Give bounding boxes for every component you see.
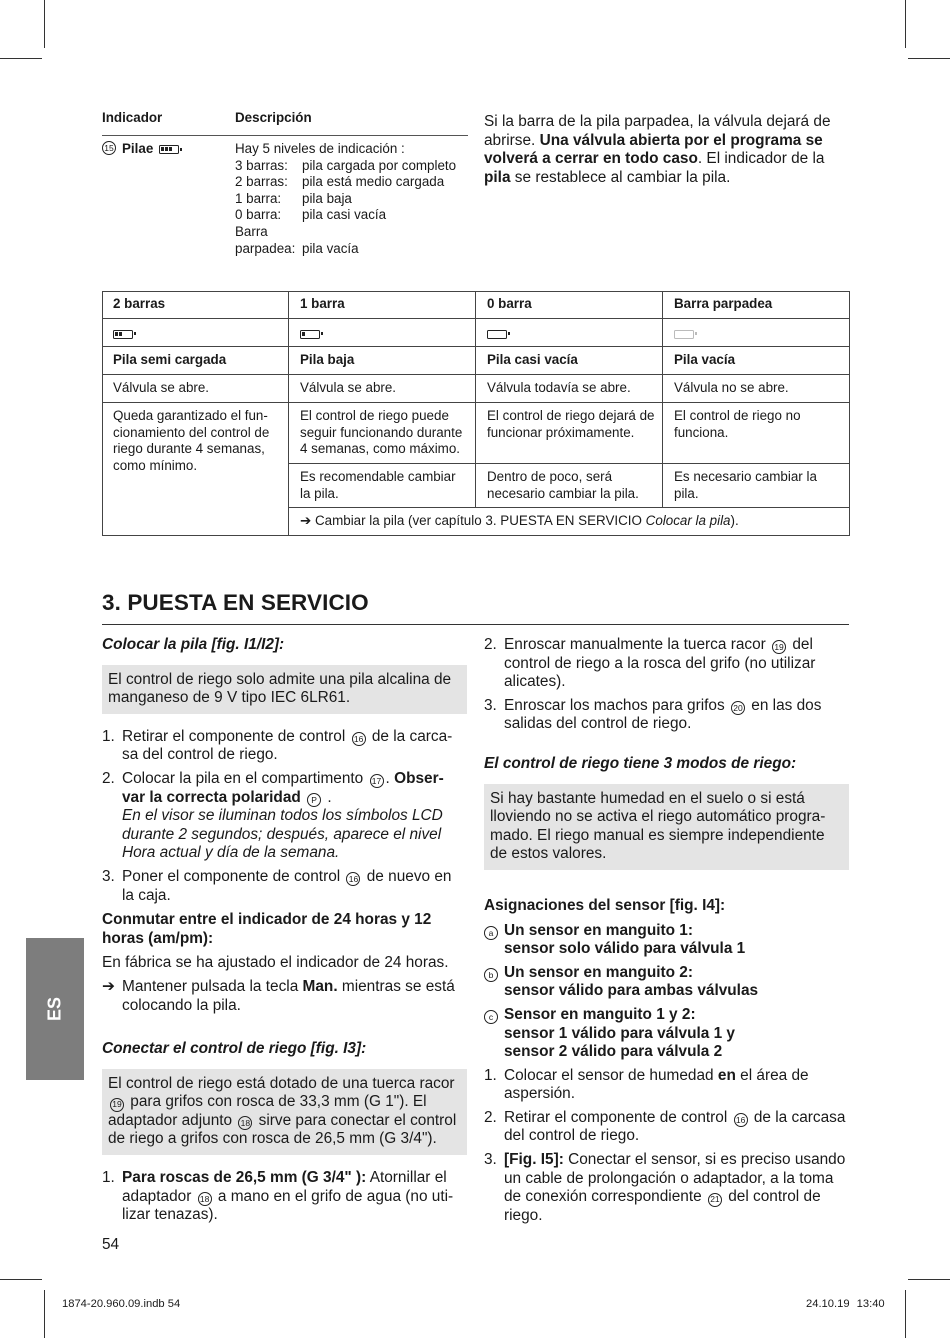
crop-mark bbox=[908, 58, 950, 59]
language-tab bbox=[26, 938, 84, 1080]
header-descripcion: Descripción bbox=[235, 110, 312, 125]
list-item: 2. Retirar el componente de control 16 de la carcasa del control de riego. bbox=[484, 1108, 846, 1145]
recommend-text: Es recomendable cambiar la pila. bbox=[289, 464, 476, 508]
heading-sensor: Asignaciones del sensor [fig. I4]: bbox=[484, 896, 726, 914]
callout-number: 16 bbox=[352, 732, 366, 746]
battery-full-icon bbox=[159, 145, 179, 154]
header-0-barra: 0 barra bbox=[476, 291, 663, 319]
battery-empty-icon bbox=[487, 330, 507, 339]
callout-number: 19 bbox=[772, 640, 786, 654]
battery-label: Pilae bbox=[122, 141, 154, 156]
state-vacia: Pila vacía bbox=[663, 347, 850, 375]
footer-file-info: 1874-20.960.09.indb 54 bbox=[62, 1298, 181, 1310]
crop-mark bbox=[905, 0, 906, 48]
sensor-option: b Un sensor en manguito 2: sensor válido para ambas válvulas bbox=[484, 964, 849, 1001]
language-tab-label: ES bbox=[44, 996, 65, 1022]
sensor-option: a Un sensor en manguito 1: sensor solo válido para válvula 1 bbox=[484, 922, 849, 959]
arrow-right-icon: ➔ bbox=[102, 977, 115, 995]
list-item: 3. Enroscar los machos para grifos 20 en las dos salidas del control de riego. bbox=[484, 696, 822, 733]
state-casi-vacia: Pila casi vacía bbox=[476, 347, 663, 375]
arrow-right-icon: ➔ bbox=[300, 513, 312, 528]
crop-mark bbox=[0, 1279, 42, 1280]
state-baja: Pila baja bbox=[289, 347, 476, 375]
sensor-option: c Sensor en manguito 1 y 2: sensor 1 válido para válvula 1 y sensor 2 válido para válvula 2 bbox=[484, 1006, 849, 1062]
list-item: 1. Colocar el sensor de humedad en el área de aspersión. bbox=[484, 1066, 809, 1103]
battery-status-table bbox=[102, 291, 850, 536]
level-item: 3 barras: pila cargada por completo bbox=[235, 157, 457, 173]
arrow-instruction: ➔ Mantener pulsada la tecla Man. mientras se está colocando la pila. bbox=[102, 977, 455, 1014]
indicator-table-header bbox=[102, 110, 468, 136]
option-letter: b bbox=[484, 968, 498, 982]
indicator-table bbox=[102, 110, 468, 257]
crop-mark bbox=[908, 1279, 950, 1280]
callout-number: 21 bbox=[708, 1193, 722, 1207]
page-number: 54 bbox=[102, 1236, 120, 1253]
operation-text: El control de riego puede seguir funcionando durante 4 semanas, como máximo. bbox=[289, 403, 476, 464]
operation-text: El control de riego no funciona. bbox=[663, 403, 850, 464]
valve-status: Válvula se abre. bbox=[102, 375, 289, 403]
operation-text: El control de riego dejará de funcionar próximamente. bbox=[476, 403, 663, 464]
header-barra-parpadea: Barra parpadea bbox=[663, 291, 850, 319]
list-item: 2. Enroscar manualmente la tuerca racor 19 del control de riego a la rosca del grifo (no utilizar alicates). bbox=[484, 636, 816, 691]
level-item: 1 barra: pila baja bbox=[235, 190, 352, 206]
callout-number: 16 bbox=[734, 1113, 748, 1127]
polarity-icon: P bbox=[307, 793, 321, 807]
valve-status: Válvula no se abre. bbox=[663, 375, 850, 403]
levels-intro: Hay 5 niveles de indicación : bbox=[235, 141, 405, 156]
valve-status: Válvula se abre. bbox=[289, 375, 476, 403]
level-item: parpadea: pila vacía bbox=[235, 240, 359, 256]
level-item: 0 barra: pila casi vacía bbox=[235, 207, 387, 223]
info-box-connect: El control de riego está dotado de una tuerca racor 19 para grifos con rosca de 33,3 mm (G 1"). El adaptador adjunto 18 sirve para conectar el control de riego a grifos con rosca de 26,5 mm (G 3/4"). bbox=[102, 1069, 467, 1155]
callout-number: 18 bbox=[238, 1116, 252, 1130]
list-item: 3. [Fig. I5]: Conectar el sensor, si es preciso usando un cable de prolongación o adaptador, a la toma de conexión correspondiente 21 del control de riego. bbox=[484, 1151, 846, 1224]
list-item: 1. Retirar el componente de control 16 de la carca- sa del control de riego. bbox=[102, 727, 453, 764]
info-box-battery: El control de riego solo admite una pila alcalina de manganeso de 9 V tipo IEC 6LR61. bbox=[102, 665, 467, 714]
option-letter: c bbox=[484, 1010, 498, 1024]
callout-number: 15 bbox=[102, 141, 116, 155]
list-item: 3. Poner el componente de control 16 de nuevo en la caja. bbox=[102, 867, 452, 904]
header-1-barra: 1 barra bbox=[289, 291, 476, 319]
callout-number: 19 bbox=[110, 1098, 124, 1112]
heading-conectar: Conectar el control de riego [fig. I3]: bbox=[102, 1040, 367, 1058]
state-semi: Pila semi cargada bbox=[102, 347, 289, 375]
header-2-barras: 2 barras bbox=[102, 291, 289, 319]
battery-two-bars-icon bbox=[113, 330, 133, 339]
option-letter: a bbox=[484, 926, 498, 940]
crop-mark bbox=[905, 1290, 906, 1338]
heading-24h: Conmutar entre el indicador de 24 horas y 12 horas (am/pm): bbox=[102, 911, 432, 947]
guarantee-text: Queda garantizado el fun- cionamiento del control de riego durante 4 semanas, como mínimo. bbox=[102, 403, 289, 536]
section-title: 3. PUESTA EN SERVICIO bbox=[102, 590, 369, 615]
callout-number: 18 bbox=[198, 1192, 212, 1206]
callout-number: 16 bbox=[346, 872, 360, 886]
list-item: 1. Para roscas de 26,5 mm (G 3/4" ): Atornillar el adaptador 18 a mano en el grifo de agua (no uti- lizar tenazas). bbox=[102, 1169, 454, 1224]
callout-number: 20 bbox=[731, 701, 745, 715]
change-battery-note: ➔ Cambiar la pila (ver capítulo 3. PUESTA EN SERVICIO Colocar la pila). bbox=[300, 513, 739, 528]
footer-date: 24.10.19 13:40 bbox=[806, 1298, 885, 1310]
battery-one-bar-icon bbox=[300, 330, 320, 339]
right-column bbox=[484, 636, 849, 1225]
heading-colocar-pila: Colocar la pila [fig. I1/I2]: bbox=[102, 636, 285, 653]
battery-blink-paragraph: Si la barra de la pila parpadea, la válvula dejará de abrirse. Una válvula abierta por el programa se volverá a cerrar en todo caso. El indicador de la pila se restablece al cambiar la pila. bbox=[484, 113, 831, 186]
factory-setting-text: En fábrica se ha ajustado el indicador de 24 horas. bbox=[102, 954, 449, 972]
indicator-row-battery bbox=[102, 136, 468, 257]
header-indicador: Indicador bbox=[102, 110, 163, 125]
callout-number: 17 bbox=[370, 774, 384, 788]
level-item: Barra bbox=[235, 223, 268, 239]
level-item: 2 barras: pila está medio cargada bbox=[235, 174, 445, 190]
battery-blinking-icon bbox=[674, 330, 694, 339]
valve-status: Válvula todavía se abre. bbox=[476, 375, 663, 403]
left-column bbox=[102, 636, 467, 1225]
recommend-text: Es necesario cambiar la pila. bbox=[663, 464, 850, 508]
section-divider bbox=[102, 624, 849, 625]
crop-mark bbox=[44, 1290, 45, 1338]
recommend-text: Dentro de poco, será necesario cambiar la pila. bbox=[476, 464, 663, 508]
info-box-modes: Si hay bastante humedad en el suelo o si está lloviendo no se activa el riego automático progra- mado. El riego manual es siempre independiente de estos valores. bbox=[484, 784, 849, 870]
heading-modos-riego: El control de riego tiene 3 modos de riego: bbox=[484, 754, 797, 772]
crop-mark bbox=[44, 0, 45, 48]
crop-mark bbox=[0, 58, 42, 59]
list-item: 2. Colocar la pila en el compartimento 17 . Obser- var la correcta polaridad P . En el visor se iluminan todos los símbolos LCD durante 2 segundos; después, aparece el nivel Hora actual y día de la semana. bbox=[102, 769, 444, 862]
